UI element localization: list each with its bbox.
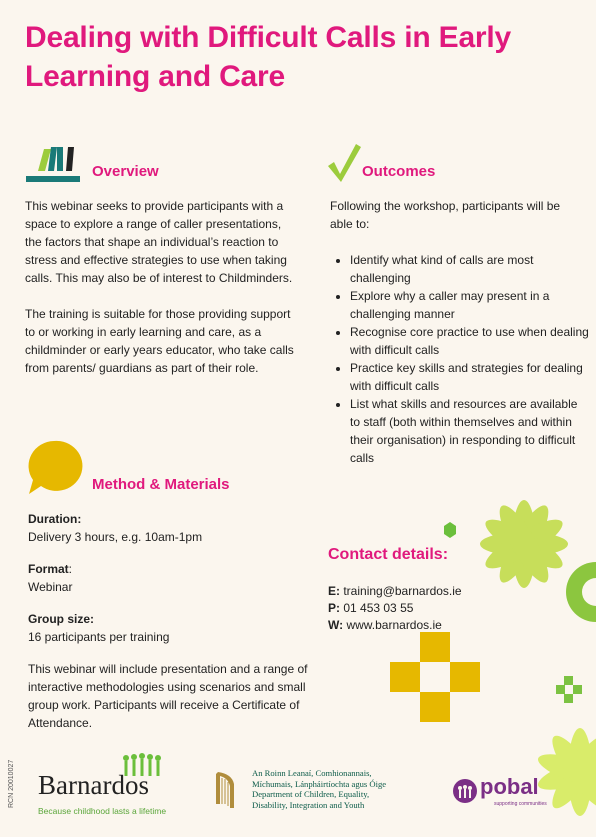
- outcomes-heading: Outcomes: [362, 163, 436, 180]
- method-closing-text: This webinar will include presentation and a range of interactive methodologies using scenarios and small group work. Participants will receive a Certificate of Attendance.: [28, 662, 308, 730]
- outcome-item: • List what skills and resources are available to staff (both within themselves and within their organisation) in responding to difficult calls: [350, 395, 590, 467]
- method-details: [28, 510, 308, 732]
- method-heading: Method & Materials: [92, 476, 230, 493]
- checkmark-icon: [326, 142, 362, 184]
- pobal-tagline: supporting communities: [494, 801, 547, 807]
- duration-value: Delivery 3 hours, e.g. 10am-1pm: [28, 530, 203, 544]
- format-label: Format: [28, 562, 69, 576]
- group-size-label: Group size:: [28, 612, 95, 626]
- pobal-logo: pobal: [480, 774, 539, 799]
- overview-heading: Overview: [92, 163, 159, 180]
- web-value[interactable]: www.barnardos.ie: [346, 618, 442, 632]
- yellow-blocks-decoration: [390, 632, 520, 732]
- dept-line-2: Míchumais, Lánpháirtíochta agus Óige: [252, 778, 387, 789]
- outcomes-intro: Following the workshop, participants will be able to:: [330, 199, 561, 231]
- overview-text: [25, 197, 300, 377]
- outcome-item: • Identify what kind of calls are most challenging: [350, 251, 590, 287]
- dept-line-1: An Roinn Leanaí, Comhionannais,: [252, 768, 372, 778]
- phone-value[interactable]: 01 453 03 55: [343, 601, 414, 615]
- contact-heading: Contact details:: [328, 546, 449, 563]
- dept-line-4: Disability, Integration and Youth: [252, 799, 365, 810]
- format-value: Webinar: [28, 580, 73, 594]
- web-label: W:: [328, 618, 344, 632]
- pobal-logo-icon: [452, 778, 478, 804]
- contact-details: [328, 583, 578, 634]
- phone-label: P:: [328, 601, 340, 615]
- department-logo-text: [252, 768, 422, 810]
- duration-label: Duration:: [28, 512, 82, 526]
- overview-para-1: This webinar seeks to provide participants with a space to explore a range of caller presentations, the factors that shape an individual’s reaction to stress and effective strategies to use when taking calls. This may also be of interest to Childminders.: [25, 199, 293, 285]
- books-icon: [26, 145, 82, 185]
- harp-icon: [212, 770, 238, 810]
- dept-line-3: Department of Children, Equality,: [252, 789, 370, 799]
- group-size-value: 16 participants per training: [28, 630, 170, 644]
- format-colon: :: [68, 562, 73, 576]
- green-pixels-decoration: [556, 676, 596, 706]
- outcome-item: • Recognise core practice to use when dealing with difficult calls: [350, 323, 590, 359]
- outcome-item: • Practice key skills and strategies for dealing with difficult calls: [350, 359, 590, 395]
- email-label: E:: [328, 584, 340, 598]
- overview-para-2: The training is suitable for those providing support to or working in early learning and care, as a childminder or early years educator, who take calls from parents/ guardians as part of their role.: [25, 307, 294, 375]
- barnardos-logo: Barnardos: [38, 770, 149, 800]
- email-value[interactable]: training@barnardos.ie: [343, 584, 462, 598]
- speech-bubble-icon: [25, 438, 83, 496]
- page-title: Dealing with Difficult Calls in Early Learning and Care: [25, 21, 512, 93]
- outcomes-list: [330, 251, 590, 467]
- rcn-number: RCN 20010027: [8, 759, 15, 808]
- outcome-item: • Explore why a caller may present in a challenging manner: [350, 287, 590, 323]
- flower-decoration-bottom: [510, 710, 596, 832]
- barnardos-tagline: Because childhood lasts a lifetime: [38, 806, 167, 816]
